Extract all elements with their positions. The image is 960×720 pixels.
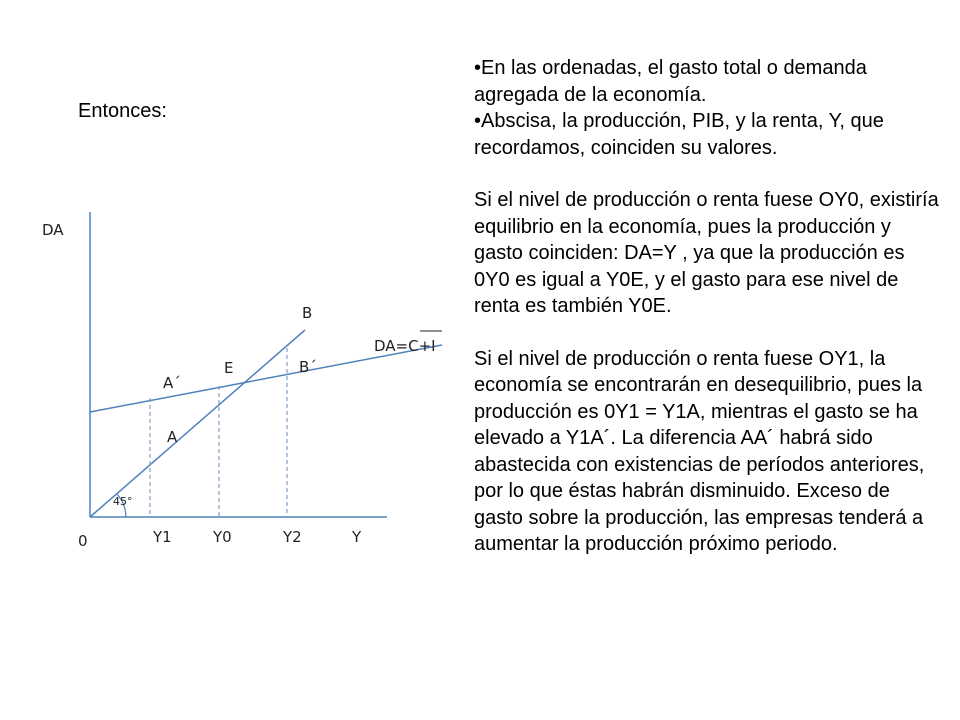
x-tick-y2: Y2: [283, 528, 302, 546]
point-b-prime-label: B´: [299, 358, 317, 376]
intro-heading: Entonces:: [78, 100, 167, 122]
angle-label: 45°: [113, 495, 133, 508]
demand-line-label: DA=C+I: [374, 337, 436, 355]
origin-label: 0: [78, 532, 88, 550]
x-tick-y1: Y1: [153, 528, 172, 546]
x-axis-label: Y: [352, 528, 362, 546]
bullet-ordinate: • En las ordenadas, el gasto total o demanda agregada de la economía.: [474, 55, 944, 108]
point-b-label: B: [302, 304, 313, 322]
x-tick-y0: Y0: [213, 528, 232, 546]
point-a-prime-label: A´: [163, 374, 181, 392]
paragraph-equilibrium: Si el nivel de producción o renta fuese OY0, existiría equilibrio en la economía, pues la producción y gasto coinciden: DA=Y , ya que la producción es 0Y0 es igual a Y0E, y el gasto para ese nivel de renta es también Y0E.: [474, 189, 939, 317]
paragraph-disequilibrium: Si el nivel de producción o renta fuese OY1, la economía se encontrarán en desequilibrio, pues la producción es 0Y1 = Y1A, mientras el gasto se ha elevado a Y1A´. La diferencia AA´ habrá sido abastecida con existencias de períodos anteriores, por lo que éstas habrán disminuido. Exceso de gasto sobre la producción, las empresas tenderá a aumentar la producción próximo periodo.: [474, 347, 925, 555]
line-45-degree: [90, 330, 305, 517]
y-axis-label: DA: [42, 221, 64, 239]
bullet-abscissa: • Abscisa, la producción, PIB, y la renta, Y, que recordamos, coinciden su valores.: [474, 108, 944, 161]
point-a-label: A: [167, 428, 178, 446]
demand-line: [90, 345, 442, 412]
point-e-label: E: [224, 359, 234, 377]
